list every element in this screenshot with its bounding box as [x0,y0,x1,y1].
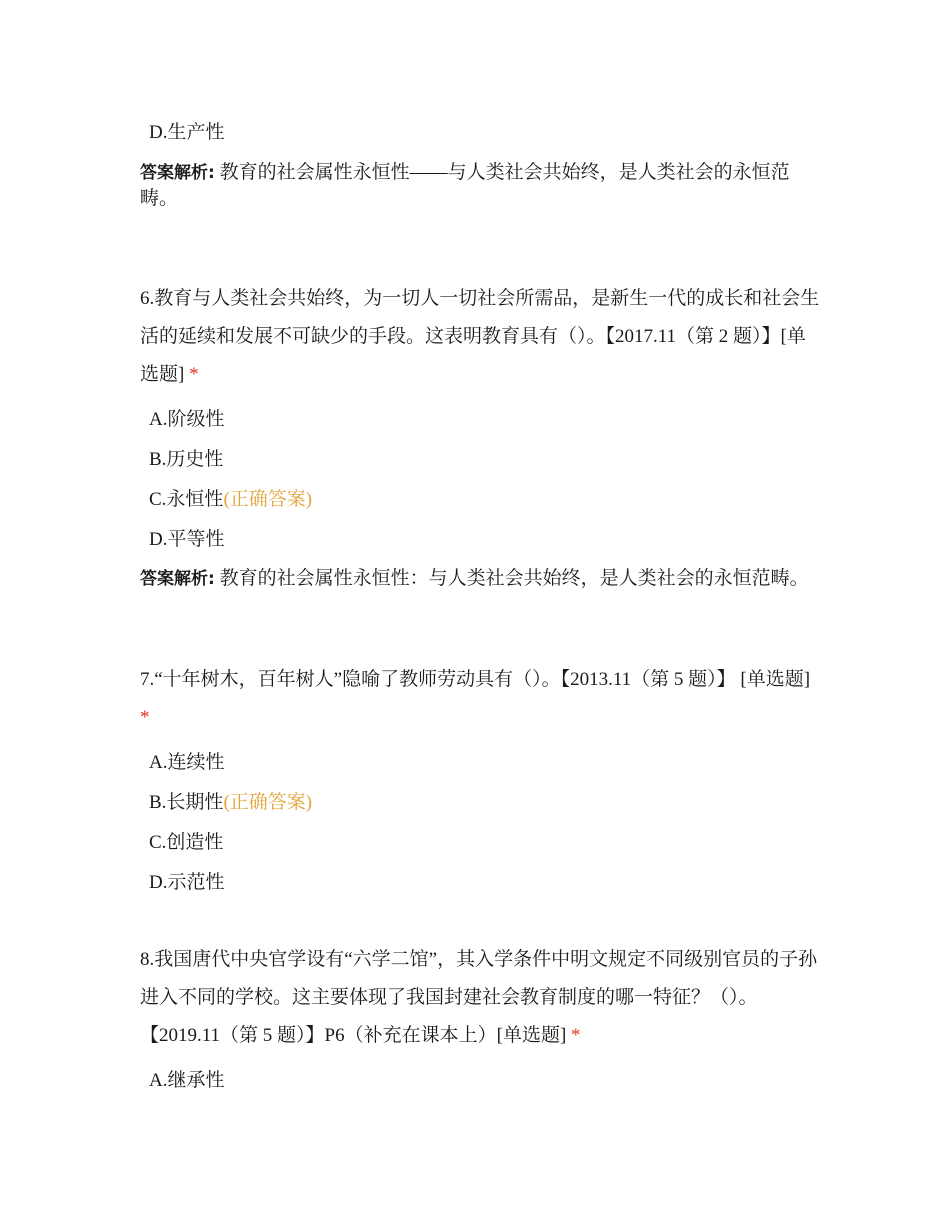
q7-option-a[interactable] [149,751,224,775]
option-label: C.创造性 [149,832,224,853]
q7-option-b[interactable] [149,791,312,815]
option-label: A.继承性 [149,1070,225,1091]
q6-question-stem [140,280,820,394]
required-mark: * [140,707,150,728]
required-mark: * [189,364,199,385]
q5-answer-analysis [140,160,820,212]
q7-question-stem [140,661,820,737]
option-label: B.历史性 [149,449,224,470]
option-label: C.永恒性 [149,489,224,510]
analysis-text: 教育的社会属性永恒性：与人类社会共始终，是人类社会的永恒范畴。 [219,568,809,589]
analysis-label: 答案解析: [140,569,215,589]
q8-option-a[interactable] [149,1069,224,1093]
correct-answer-tag: (正确答案) [223,792,313,813]
option-label: A.连续性 [149,752,225,773]
question-text: 7.“十年树木，百年树人”隐喻了教师劳动具有（）。【2013.11（第 5 题）】 [单选题] [140,669,811,690]
q6-option-d[interactable] [149,528,224,552]
correct-answer-tag: (正确答案) [223,489,313,510]
q7-option-c[interactable] [149,831,223,855]
option-label: D.生产性 [149,122,225,143]
q7-option-d[interactable] [149,871,224,895]
q6-option-b[interactable] [149,448,223,472]
option-label: A.阶级性 [149,409,225,430]
q5-option-d[interactable] [149,121,224,145]
q6-answer-analysis [140,566,820,592]
required-mark: * [571,1025,581,1046]
option-label: D.平等性 [149,529,225,550]
question-text: 6.教育与人类社会共始终，为一切人一切社会所需品，是新生一代的成长和社会生活的延续和发展不可缺少的手段。这表明教育具有（）。【2017.11（第 2 题）】[单选题] [140,288,820,385]
option-label: D.示范性 [149,872,225,893]
analysis-label: 答案解析: [140,163,215,183]
option-label: B.长期性 [149,792,224,813]
question-text: 8.我国唐代中央官学设有“六学二馆”，其入学条件中明文规定不同级别官员的子孙进入不同的学校。这主要体现了我国封建社会教育制度的哪一特征？（）。【2019.11（第 5 题）】P6（补充在课本上）[单选题] [140,949,818,1046]
q6-option-c[interactable] [149,488,312,512]
analysis-text: 教育的社会属性永恒性——与人类社会共始终，是人类社会的永恒范畴。 [140,162,790,209]
q6-option-a[interactable] [149,408,224,432]
q8-question-stem [140,941,820,1055]
